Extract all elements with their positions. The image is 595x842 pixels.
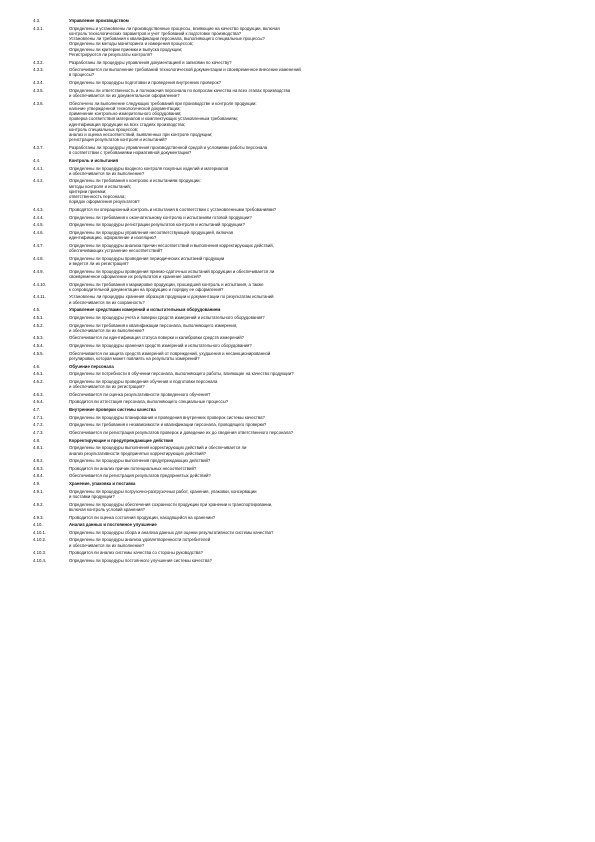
item-number: 4.5.3. — [33, 335, 44, 341]
checklist-row — [33, 222, 575, 227]
section-heading-row — [33, 481, 575, 486]
item-text — [69, 101, 575, 143]
checklist-row — [33, 166, 575, 177]
text-line: и поставки продукции? — [69, 494, 115, 500]
text-line: к сопроводительной документации на продукцию и порядку ее оформления? — [69, 286, 224, 292]
text-line: проверка соответствия материалов и комплектующих установленным требованиям; — [69, 116, 238, 122]
item-number: 4.3.1. — [33, 25, 44, 31]
text-line: наличие утвержденной технологической документации; — [69, 105, 181, 111]
item-text — [69, 145, 575, 156]
text-line: и ведется ли их регистрация? — [69, 261, 129, 266]
checklist-table — [33, 18, 575, 563]
text-line: Определены ли процедуры выполнения корректирующих действий и обеспечивается ли — [69, 445, 247, 451]
checklist-row — [33, 80, 575, 85]
text-line: Обеспечено ли выполнение следующих требований при производстве и контроле продукции: — [69, 100, 257, 106]
text-line: и обеспечивается ли их сохранность? — [69, 299, 145, 305]
section-title — [69, 307, 575, 312]
item-text — [69, 537, 575, 548]
checklist-row — [33, 537, 575, 548]
text-line: Определены ли требования к маркировке продукции, прошедшей контроль и испытания, а также — [69, 281, 264, 287]
item-text — [69, 392, 575, 397]
item-number: 4.6.2. — [33, 378, 44, 384]
item-number: 4.6.1. — [33, 371, 44, 377]
item-text — [69, 399, 575, 404]
item-number: 4.8.1. — [33, 445, 44, 451]
item-text — [69, 371, 575, 376]
item-number: 4.10.2. — [33, 537, 47, 543]
item-text — [69, 343, 575, 348]
text-line: Определены ли процедуры входного контроля покупных изделий и материалов — [69, 165, 229, 171]
item-text — [69, 550, 575, 555]
text-line: Определены ли требования к квалификации персонала, выполняющего измерения, — [69, 322, 238, 328]
text-line: Определены и установлены ли производственные процессы, влияющие на качество продукции, включая — [69, 25, 280, 31]
text-line: Определены ли процедуры сбора и анализа данных для оценки результативности системы качества? — [69, 529, 274, 535]
checklist-row — [33, 422, 575, 427]
text-line: Проводится ли анализ причин потенциальных несоответствий? — [69, 465, 197, 471]
text-line: Проводятся ли операционный контроль и испытания в соответствии с установленными требованиями? — [69, 207, 277, 213]
text-line: в процессы? — [69, 72, 95, 78]
text-line: Регистрируются ли результаты контроля? — [69, 51, 153, 57]
item-text — [69, 269, 575, 280]
item-number: 4.4.11. — [33, 294, 46, 300]
text-line: и обеспечивается ли их выполнение? — [69, 542, 145, 548]
checklist-row — [33, 489, 575, 500]
item-number: 4.4.5. — [33, 222, 44, 228]
text-line: Определены ли процедуры обеспечения сохранности продукции при хранении и транспортировании, — [69, 501, 273, 507]
text-line: Определены ли процедуры учета и поверки средств измерений и испытательного оборудования? — [69, 314, 265, 320]
item-text — [69, 458, 575, 463]
text-line: и обеспечивается ли их документальное оформление? — [69, 92, 180, 98]
checklist-row — [33, 243, 575, 254]
section-heading-row — [33, 364, 575, 369]
text-line: Проводится ли оценка состояния продукции, находящейся на хранении? — [69, 514, 216, 520]
item-number: 4.8.2. — [33, 458, 44, 464]
item-text — [69, 530, 575, 535]
item-text — [69, 351, 575, 362]
text-line: Разработаны ли процедуры управления документацией и записями по качеству? — [69, 59, 232, 65]
text-line: Определены ли процедуры регистрации результатов контроля и испытаний продукции? — [69, 222, 245, 228]
checklist-row — [33, 67, 575, 78]
checklist-row — [33, 343, 575, 348]
checklist-row — [33, 515, 575, 520]
text-line: Определены ли процедуры проведения приемо-сдаточных испытаний продукции и обеспечивается ли — [69, 268, 275, 274]
checklist-row — [33, 530, 575, 535]
text-line: применение контрольно-измерительного оборудования; — [69, 111, 182, 117]
item-text — [69, 294, 575, 305]
item-text — [69, 335, 575, 340]
text-line: контроль специальных процессов; — [69, 126, 139, 132]
checklist-row — [33, 230, 575, 241]
text-line: Проводится ли анализ системы качества со стороны руководства? — [69, 550, 203, 556]
checklist-row — [33, 256, 575, 267]
item-number: 4.3.7. — [33, 144, 44, 150]
text-line: порядок оформления результатов? — [69, 199, 140, 205]
item-text — [69, 67, 575, 78]
checklist-row — [33, 392, 575, 397]
item-text — [69, 315, 575, 320]
item-number: 4.6. — [33, 363, 41, 369]
section-heading-row — [33, 407, 575, 412]
text-line: Определены ли ответственность и полномочия персонала по вопросам качества на всех этапах производства — [69, 87, 291, 93]
text-line: Определены ли процедуры подготовки и проведения внутренних проверок? — [69, 80, 222, 86]
text-line: Обеспечивается ли регистрация результатов предпринятых действий? — [69, 473, 211, 479]
item-number: 4.9. — [33, 481, 41, 487]
item-number: 4.4.8. — [33, 255, 44, 261]
checklist-row — [33, 282, 575, 293]
text-line: Определены ли требования к независимости и квалификации персонала, проводящего проверки? — [69, 422, 267, 428]
item-text — [69, 466, 575, 471]
checklist-row — [33, 26, 575, 58]
text-line: Контроль и испытания — [69, 157, 119, 163]
checklist-row — [33, 335, 575, 340]
text-line: Определены ли процедуры анализа причин несоответствий и выполнения корректирующих действий, — [69, 242, 274, 248]
item-text — [69, 445, 575, 456]
text-line: Определены ли процедуры проведения обучения и подготовки персонала — [69, 378, 218, 384]
item-number: 4.5.1. — [33, 314, 44, 320]
item-text — [69, 256, 575, 267]
item-number: 4.8.4. — [33, 473, 44, 479]
checklist-row — [33, 502, 575, 513]
checklist-row — [33, 269, 575, 280]
text-line: контроль технологических параметров и учет требований к подготовке производства? — [69, 30, 242, 36]
text-line: Определены ли процедуры управления несоответствующей продукцией, включая — [69, 229, 234, 235]
text-line: обеспечивающих устранение несоответствий? — [69, 248, 163, 254]
item-number: 4.4.9. — [33, 268, 44, 274]
section-title — [69, 18, 575, 23]
checklist-row — [33, 430, 575, 435]
item-number: 4.9.3. — [33, 514, 44, 520]
text-line: Обеспечивается ли выполнение требований технологической документации и своевременное внесение изменений — [69, 67, 301, 73]
text-line: регулировки, которая может повлиять на результаты измерений? — [69, 356, 200, 362]
item-text — [69, 80, 575, 85]
text-line: Определены ли процедуры погрузочно-разгрузочных работ, хранения, упаковки, консервации — [69, 488, 257, 494]
item-number: 4.4.7. — [33, 242, 44, 248]
checklist-row — [33, 178, 575, 204]
item-text — [69, 430, 575, 435]
text-line: Управление производством — [69, 18, 129, 23]
section-title — [69, 522, 575, 527]
text-line: Определены ли процедуры анализа удовлетворенности потребителей — [69, 537, 211, 543]
item-text — [69, 379, 575, 390]
text-line: Определены ли процедуры проведения периодических испытаний продукции — [69, 255, 225, 261]
section-heading-row — [33, 438, 575, 443]
text-line: Определены ли процедуры выполнения предупреждающих действий? — [69, 458, 211, 464]
checklist-row — [33, 88, 575, 99]
item-number: 4.8. — [33, 437, 41, 443]
text-line: Определены ли требования к контролю и испытаниям продукции: — [69, 178, 201, 184]
text-line: включая контроль условий хранения? — [69, 506, 145, 512]
text-line: Обеспечивается ли защита средств измерений от повреждений, ухудшения и несанкционированной — [69, 350, 271, 356]
text-line: Определены ли требования к окончательному контролю и испытаниям готовой продукции? — [69, 214, 252, 220]
section-title — [69, 158, 575, 163]
text-line: и обеспечивается ли их выполнение? — [69, 327, 145, 333]
section-title — [69, 364, 575, 369]
text-line: регистрация результатов контроля и испытаний? — [69, 137, 167, 143]
item-text — [69, 282, 575, 293]
item-number: 4.6.3. — [33, 391, 44, 397]
item-number: 4.4.2. — [33, 178, 44, 184]
text-line: Разработаны ли процедуры управления производственной средой и условиями работы персонала — [69, 144, 268, 150]
text-line: Определены ли методы мониторинга и измерения процессов; — [69, 41, 194, 47]
text-line: Корректирующие и предупреждающие действия — [69, 437, 174, 443]
text-line: Внутренние проверки системы качества — [69, 407, 156, 413]
section-title — [69, 438, 575, 443]
item-number: 4.10. — [33, 522, 43, 528]
item-number: 4.7.3. — [33, 430, 44, 436]
section-title — [69, 481, 575, 486]
item-number: 4.10.4. — [33, 558, 47, 563]
checklist-row — [33, 215, 575, 220]
text-line: Обеспечивается ли регистрация результатов проверок и доведение их до сведения ответственного персонала? — [69, 430, 294, 436]
text-line: идентификацию, оформление и изоляцию? — [69, 235, 157, 241]
item-number: 4.7.1. — [33, 414, 44, 420]
text-line: Определены ли процедуры хранения средств измерений и испытательного оборудования? — [69, 343, 252, 349]
item-number: 4.5.4. — [33, 343, 44, 349]
item-text — [69, 222, 575, 227]
checklist-row — [33, 558, 575, 563]
checklist-row — [33, 458, 575, 463]
checklist-row — [33, 145, 575, 156]
item-text — [69, 243, 575, 254]
checklist-row — [33, 101, 575, 143]
item-text — [69, 558, 575, 563]
item-text — [69, 489, 575, 500]
item-number: 4.7.2. — [33, 422, 44, 428]
item-number: 4.4.6. — [33, 229, 44, 235]
item-text — [69, 178, 575, 204]
section-heading-row — [33, 307, 575, 312]
item-number: 4.3.5. — [33, 87, 44, 93]
text-line: Хранение, упаковка и поставка — [69, 481, 136, 487]
section-heading-row — [33, 18, 575, 23]
checklist-row — [33, 207, 575, 212]
section-heading-row — [33, 522, 575, 527]
item-number: 4.9.1. — [33, 488, 44, 494]
item-number: 4.10.1. — [33, 529, 47, 535]
text-line: Обучение персонала — [69, 363, 114, 369]
checklist-row — [33, 323, 575, 334]
item-text — [69, 415, 575, 420]
item-text — [69, 422, 575, 427]
checklist-row — [33, 294, 575, 305]
item-number: 4.7. — [33, 407, 41, 413]
item-text — [69, 230, 575, 241]
item-number: 4.10.3. — [33, 550, 47, 556]
text-line: Обеспечивается ли оценка результативности проведенного обучения? — [69, 391, 211, 397]
item-text — [69, 515, 575, 520]
checklist-row — [33, 415, 575, 420]
text-line: в соответствии с требованиями нормативной документации? — [69, 150, 192, 156]
text-line: Установлены ли процедуры хранения образцов продукции и документации по результатам испытаний — [69, 294, 274, 300]
item-number: 4.4.4. — [33, 214, 44, 220]
text-line: и обеспечивается ли их регистрация? — [69, 384, 145, 390]
item-number: 4.3. — [33, 18, 41, 23]
text-line: своевременное оформление их результатов и хранение записей? — [69, 273, 202, 279]
text-line: Анализ данных и постоянное улучшение — [69, 522, 157, 528]
text-line: анализ результативности предпринятых корректирующих действий? — [69, 450, 207, 456]
item-text — [69, 473, 575, 478]
text-line: Определены ли критерии приемки и выпуска продукции; — [69, 46, 183, 52]
checklist-row — [33, 60, 575, 65]
item-number: 4.4.10. — [33, 281, 47, 287]
checklist-row — [33, 379, 575, 390]
item-text — [69, 207, 575, 212]
item-number: 4.4.3. — [33, 207, 44, 213]
checklist-row — [33, 445, 575, 456]
item-number: 4.3.2. — [33, 59, 44, 65]
item-number: 4.3.6. — [33, 100, 44, 106]
checklist-row — [33, 550, 575, 555]
item-text — [69, 26, 575, 58]
text-line: анализ и оценка несоответствий, выявленных при контроле продукции; — [69, 132, 213, 138]
checklist-row — [33, 466, 575, 471]
item-text — [69, 88, 575, 99]
text-line: методы контроля и испытаний; — [69, 183, 131, 189]
checklist-row — [33, 399, 575, 404]
item-number: 4.4. — [33, 157, 41, 163]
item-number: 4.6.4. — [33, 399, 44, 405]
text-line: идентификация продукции на всех стадиях производства; — [69, 121, 186, 127]
checklist-row — [33, 351, 575, 362]
text-line: Управление средствами измерений и испытательным оборудованием — [69, 307, 221, 313]
item-text — [69, 60, 575, 65]
item-number: 4.5. — [33, 307, 41, 313]
text-line: критерии приемки; — [69, 188, 107, 194]
item-text — [69, 502, 575, 513]
text-line: Определены ли потребности в обучении персонала, выполняющего работы, влияющие на качество продукции? — [69, 371, 294, 377]
item-text — [69, 166, 575, 177]
item-number: 4.3.3. — [33, 67, 44, 73]
item-number: 4.5.5. — [33, 350, 44, 356]
item-text — [69, 215, 575, 220]
checklist-row — [33, 473, 575, 478]
item-number: 4.8.3. — [33, 465, 44, 471]
text-line: Обеспечивается ли идентификация статуса поверки и калибровки средств измерений? — [69, 335, 245, 341]
text-line: Проводится ли аттестация персонала, выполняющего специальные процессы? — [69, 399, 229, 405]
checklist-row — [33, 371, 575, 376]
item-number: 4.4.1. — [33, 165, 44, 171]
item-number: 4.5.2. — [33, 322, 44, 328]
text-line: Определены ли процедуры постоянного улучшения системы качества? — [69, 558, 212, 563]
checklist-row — [33, 315, 575, 320]
item-text — [69, 323, 575, 334]
text-line: и обеспечивается ли их выполнение? — [69, 170, 145, 176]
text-line: Определены ли процедуры планирования и проведения внутренних проверок системы качества? — [69, 414, 265, 420]
text-line: ответственность персонала; — [69, 194, 126, 200]
item-number: 4.9.2. — [33, 501, 44, 507]
item-number: 4.3.4. — [33, 80, 44, 86]
section-heading-row — [33, 158, 575, 163]
text-line: Установлены ли требования к квалификации персонала, выполняющего специальные процессы? — [69, 36, 265, 42]
section-title — [69, 407, 575, 412]
